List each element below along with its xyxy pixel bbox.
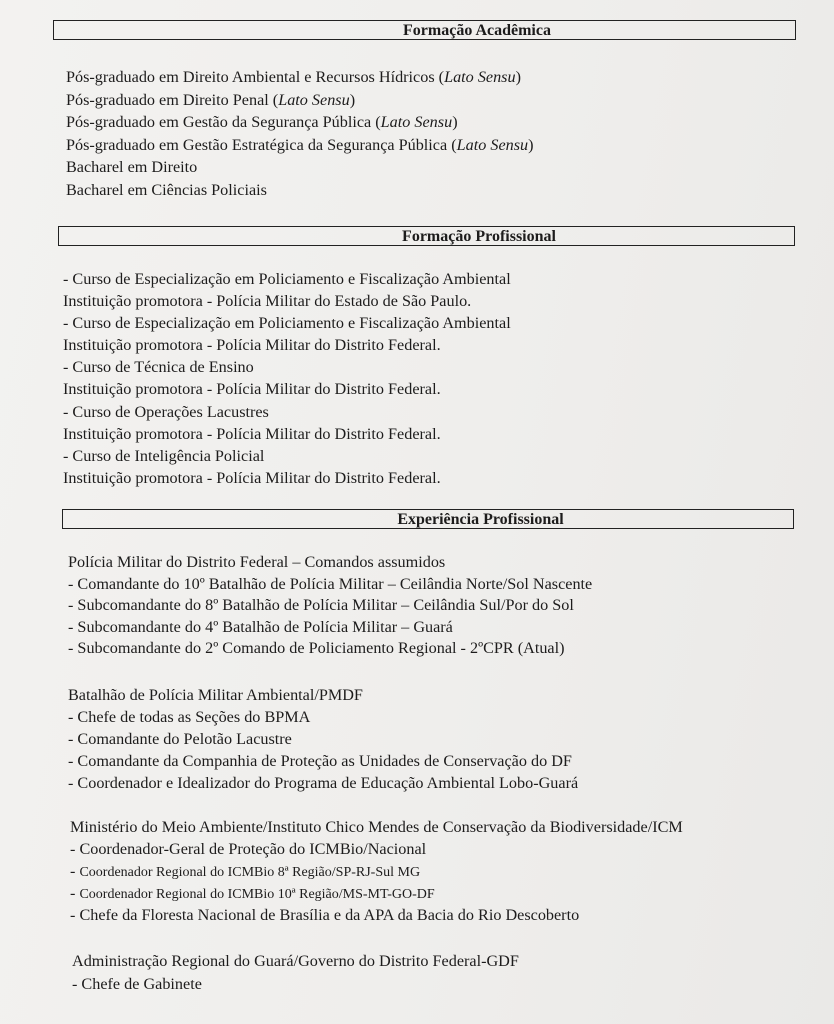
academic-item: Pós-graduado em Direito Penal (Lato Sensu)	[66, 90, 356, 109]
training-line: - Curso de Especialização em Policiamento e Fiscalização Ambiental	[63, 270, 511, 288]
experience-item: - Comandante da Companhia de Proteção as Unidades de Conservação do DF	[68, 752, 572, 770]
academic-item: Bacharel em Ciências Policiais	[66, 180, 267, 199]
group-title: Batalhão de Polícia Militar Ambiental/PMDF	[68, 686, 363, 704]
training-line: Instituição promotora - Polícia Militar do Estado de São Paulo.	[63, 292, 472, 311]
experience-item: - Comandante do 10º Batalhão de Polícia Militar – Ceilândia Norte/Sol Nascente	[68, 574, 593, 593]
section-header-academic	[53, 20, 796, 40]
training-line: Instituição promotora - Polícia Militar do Distrito Federal.	[63, 424, 441, 443]
experience-item: - Subcomandante do 4º Batalhão de Polícia Militar – Guará	[68, 617, 453, 636]
section-header-experience	[62, 509, 794, 529]
experience-item: - Coordenador-Geral de Proteção do ICMBio/Nacional	[70, 840, 427, 858]
academic-item: Pós-graduado em Direito Ambiental e Recursos Hídricos (Lato Sensu)	[66, 68, 521, 86]
section-header-professional-training	[58, 226, 795, 246]
training-line: Instituição promotora - Polícia Militar do Distrito Federal.	[63, 380, 441, 399]
training-line: Instituição promotora - Polícia Militar do Distrito Federal.	[63, 468, 441, 487]
training-line: - Curso de Inteligência Policial	[63, 446, 265, 465]
training-line: - Curso de Especialização em Policiamento e Fiscalização Ambiental	[63, 314, 511, 333]
experience-item: - Coordenador Regional do ICMBio 10ª Região/MS-MT-GO-DF	[70, 884, 435, 902]
experience-item: - Subcomandante do 8º Batalhão de Polícia Militar – Ceilândia Sul/Por do Sol	[68, 596, 574, 615]
experience-item: - Coordenador e Idealizador do Programa de Educação Ambiental Lobo-Guará	[68, 774, 579, 792]
experience-item: - Subcomandante do 2º Comando de Policiamento Regional - 2ºCPR (Atual)	[68, 639, 565, 658]
section-title: Experiência Profissional	[397, 511, 564, 528]
experience-item: - Coordenador Regional do ICMBio 8ª Região/SP-RJ-Sul MG	[70, 862, 421, 880]
experience-item: - Chefe de todas as Seções do BPMA	[68, 708, 311, 726]
academic-list	[66, 66, 534, 201]
experience-group-mma-icmbio	[70, 816, 683, 926]
section-title: Formação Profissional	[402, 228, 556, 245]
training-list	[63, 268, 511, 489]
experience-item: - Chefe de Gabinete	[72, 974, 202, 993]
group-title: Administração Regional do Guará/Governo do Distrito Federal-GDF	[72, 952, 519, 970]
group-title: Ministério do Meio Ambiente/Instituto Chico Mendes de Conservação da Biodiversidade/ICM	[70, 818, 683, 836]
experience-group-pmdf	[68, 552, 592, 660]
training-line: Instituição promotora - Polícia Militar do Distrito Federal.	[63, 336, 441, 355]
section-title: Formação Acadêmica	[403, 22, 551, 39]
experience-group-gdf	[72, 950, 519, 995]
experience-item: - Chefe da Floresta Nacional de Brasília e da APA da Bacia do Rio Descoberto	[70, 906, 580, 924]
academic-item: Bacharel em Direito	[66, 158, 198, 176]
training-line: - Curso de Técnica de Ensino	[63, 358, 254, 377]
experience-group-bpma	[68, 684, 578, 794]
group-title: Polícia Militar do Distrito Federal – Comandos assumidos	[68, 553, 446, 571]
academic-item: Pós-graduado em Gestão da Segurança Pública (Lato Sensu)	[66, 113, 458, 131]
training-line: - Curso de Operações Lacustres	[63, 402, 269, 421]
academic-item: Pós-graduado em Gestão Estratégica da Segurança Pública (Lato Sensu)	[66, 135, 534, 154]
experience-item: - Comandante do Pelotão Lacustre	[68, 730, 292, 748]
